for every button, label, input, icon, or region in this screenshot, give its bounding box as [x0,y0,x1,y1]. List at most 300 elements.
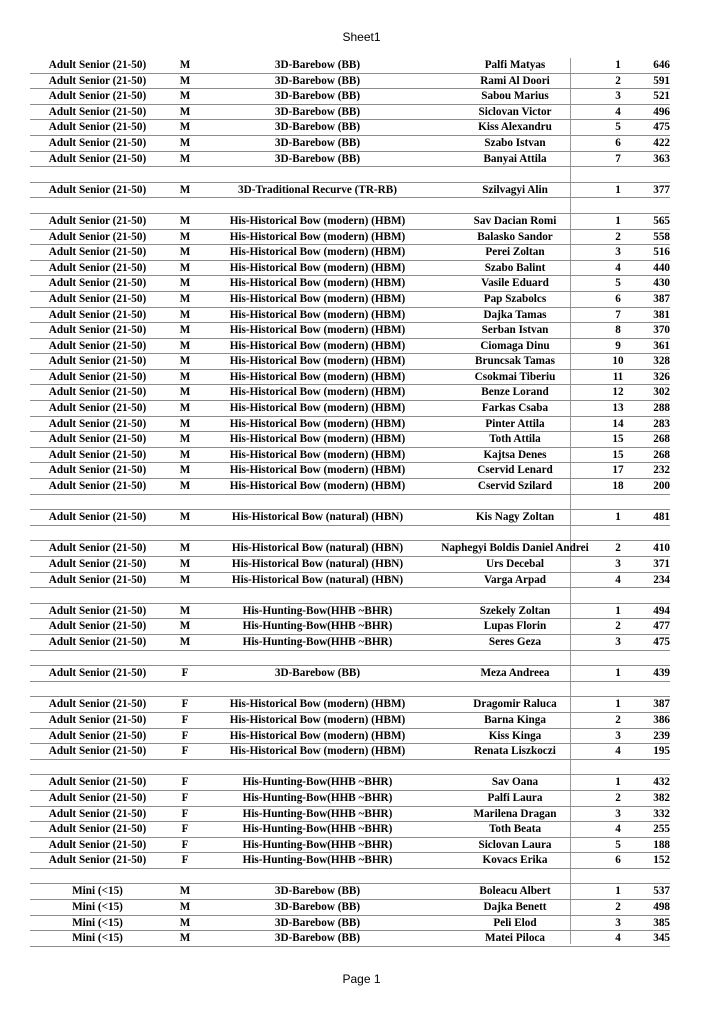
division-cell: His-Historical Bow (modern) (HBM) [229,402,406,415]
rank-cell: 3 [615,635,621,648]
archer-name-cell: Matei Piloca [485,932,545,945]
table-row [30,635,670,651]
score-cell: 370 [653,324,670,337]
score-cell: 440 [653,261,670,274]
division-cell: His-Historical Bow (modern) (HBM) [229,433,406,446]
division-cell: His-Historical Bow (modern) (HBM) [229,214,406,227]
sex-cell: M [179,261,191,274]
rank-cell: 10 [612,355,624,368]
category-cell: Adult Senior (21-50) [48,339,147,352]
sex-cell: M [179,277,191,290]
division-cell: His-Historical Bow (modern) (HBM) [229,261,406,274]
rank-cell: 5 [615,121,621,134]
score-cell: 498 [653,901,670,914]
archer-name-cell: Siclovan Laura [478,838,552,851]
archer-name-cell: Szabo Istvan [484,136,546,149]
score-cell: 385 [653,916,670,929]
sex-cell: M [179,90,191,103]
score-cell: 361 [653,339,670,352]
archer-name-cell: Renata Liszkoczi [474,745,556,758]
division-cell: 3D-Barebow (BB) [274,932,361,945]
sex-cell: M [179,355,191,368]
archer-name-cell: Ciomaga Dinu [480,339,550,352]
sex-cell: F [181,745,189,758]
rank-cell: 1 [615,885,621,898]
score-cell: 537 [653,885,670,898]
division-cell: His-Hunting-Bow(HHB ~BHR) [242,838,393,851]
table-row [30,791,670,807]
sex-cell: M [179,573,191,586]
division-cell: 3D-Barebow (BB) [274,90,361,103]
category-cell: Adult Senior (21-50) [48,121,147,134]
score-cell: 387 [653,292,670,305]
score-cell: 475 [653,635,670,648]
score-cell: 410 [653,542,670,555]
archer-name-cell: Kiss Alexandru [478,121,552,134]
division-cell: His-Historical Bow (modern) (HBM) [229,729,406,742]
table-row [30,370,670,386]
division-cell: His-Hunting-Bow(HHB ~BHR) [242,854,393,867]
category-cell: Adult Senior (21-50) [48,214,147,227]
category-cell: Adult Senior (21-50) [48,417,147,430]
sex-cell: M [179,885,191,898]
division-cell: His-Historical Bow (modern) (HBM) [229,370,406,383]
rank-cell: 4 [615,573,621,586]
table-row [30,214,670,230]
sex-cell: M [179,230,191,243]
archer-name-cell: Kiss Kinga [488,729,542,742]
archer-name-cell: Cservid Szilard [477,480,553,493]
score-cell: 591 [653,74,670,87]
sex-cell: M [179,59,191,71]
sex-cell: M [179,433,191,446]
sex-cell: M [179,448,191,461]
sex-cell: F [181,776,189,789]
category-cell: Adult Senior (21-50) [48,807,147,820]
sex-cell: M [179,402,191,415]
archer-name-cell: Barna Kinga [484,713,546,726]
rank-cell: 8 [615,324,621,337]
category-cell: Adult Senior (21-50) [48,667,147,680]
score-cell: 200 [653,480,670,493]
category-cell: Adult Senior (21-50) [48,292,147,305]
archer-name-cell: Siclovan Victor [478,105,552,118]
score-cell: 481 [653,511,670,524]
category-cell: Adult Senior (21-50) [48,620,147,633]
score-cell: 422 [653,136,670,149]
archer-name-cell: Farkas Csaba [481,402,549,415]
sex-cell: M [179,324,191,337]
rank-cell: 4 [615,932,621,945]
category-cell: Adult Senior (21-50) [48,370,147,383]
division-cell: His-Historical Bow (modern) (HBM) [229,230,406,243]
score-cell: 195 [653,745,670,758]
division-cell: His-Historical Bow (modern) (HBM) [229,713,406,726]
rank-cell: 17 [612,464,624,477]
division-cell: His-Historical Bow (modern) (HBM) [229,308,406,321]
rank-cell: 2 [615,230,621,243]
division-cell: His-Historical Bow (modern) (HBM) [229,480,406,493]
table-row [30,385,670,401]
score-cell: 188 [653,838,670,851]
division-cell: His-Historical Bow (modern) (HBM) [229,277,406,290]
table-row [30,807,670,823]
table-row [30,401,670,417]
division-cell: His-Hunting-Bow(HHB ~BHR) [242,776,393,789]
category-cell: Adult Senior (21-50) [48,402,147,415]
score-cell: 239 [653,729,670,742]
table-row [30,838,670,854]
archer-name-cell: Szabo Balint [484,261,546,274]
category-cell: Mini (<15) [72,916,123,929]
rank-cell: 5 [615,838,621,851]
rank-cell: 1 [615,776,621,789]
category-cell: Adult Senior (21-50) [48,261,147,274]
table-row [30,354,670,370]
rank-cell: 1 [615,214,621,227]
rank-cell: 2 [615,901,621,914]
sex-cell: M [179,246,191,259]
category-cell: Mini (<15) [72,885,123,898]
sheet-title: Sheet1 [342,30,381,44]
archer-name-cell: Csokmai Tiberiu [474,370,556,383]
sex-cell: F [181,791,189,804]
sex-cell: F [181,729,189,742]
category-cell: Adult Senior (21-50) [48,823,147,836]
division-cell: 3D-Barebow (BB) [274,152,361,165]
rank-cell: 1 [615,698,621,711]
archer-name-cell: Pinter Attila [485,417,545,430]
table-row [30,89,670,105]
table-row [30,510,670,526]
rank-cell: 1 [615,667,621,680]
archer-name-cell: Dragomir Raluca [473,698,557,711]
category-cell: Adult Senior (21-50) [48,230,147,243]
sex-cell: F [181,823,189,836]
division-cell: His-Historical Bow (modern) (HBM) [229,339,406,352]
rank-cell: 1 [615,604,621,617]
sex-cell: M [179,480,191,493]
division-cell: 3D-Barebow (BB) [274,885,361,898]
sex-cell: M [179,604,191,617]
rank-cell: 1 [615,183,621,196]
archer-name-cell: Pap Szabolcs [483,292,547,305]
table-row [30,276,670,292]
sex-cell: M [179,292,191,305]
rank-cell: 15 [612,448,624,461]
score-cell: 255 [653,823,670,836]
category-cell: Adult Senior (21-50) [48,386,147,399]
division-cell: 3D-Barebow (BB) [274,74,361,87]
group-separator [30,588,670,604]
table-row [30,900,670,916]
category-cell: Adult Senior (21-50) [48,59,147,71]
sex-cell: F [181,854,189,867]
archer-name-cell: Banyai Attila [483,152,547,165]
rank-cell: 3 [615,246,621,259]
score-cell: 387 [653,698,670,711]
sex-cell: M [179,214,191,227]
division-cell: His-Historical Bow (modern) (HBM) [229,745,406,758]
table-row [30,666,670,682]
category-cell: Adult Senior (21-50) [48,604,147,617]
table-row [30,853,670,869]
table-row [30,619,670,635]
score-cell: 288 [653,402,670,415]
rank-cell: 3 [615,729,621,742]
score-cell: 439 [653,667,670,680]
table-row [30,105,670,121]
rank-cell: 2 [615,74,621,87]
category-cell: Adult Senior (21-50) [48,433,147,446]
category-cell: Adult Senior (21-50) [48,183,147,196]
category-cell: Adult Senior (21-50) [48,105,147,118]
archer-name-cell: Perei Zoltan [485,246,545,259]
score-cell: 386 [653,713,670,726]
score-cell: 382 [653,791,670,804]
rank-cell: 4 [615,745,621,758]
rank-cell: 7 [615,152,621,165]
category-cell: Adult Senior (21-50) [48,355,147,368]
archer-name-cell: Boleacu Albert [479,885,551,898]
sex-cell: M [179,370,191,383]
rank-cell: 1 [615,59,621,71]
table-row [30,557,670,573]
sex-cell: M [179,635,191,648]
table-row [30,884,670,900]
rank-cell: 11 [612,370,624,383]
score-cell: 326 [653,370,670,383]
group-separator [30,198,670,214]
category-cell: Adult Senior (21-50) [48,448,147,461]
category-cell: Adult Senior (21-50) [48,838,147,851]
archer-name-cell: Toth Beata [488,823,542,836]
division-cell: His-Historical Bow (modern) (HBM) [229,246,406,259]
table-row [30,463,670,479]
score-cell: 565 [653,214,670,227]
division-cell: His-Historical Bow (modern) (HBM) [229,355,406,368]
table-row [30,183,670,199]
rank-cell: 7 [615,308,621,321]
table-row [30,775,670,791]
score-cell: 345 [653,932,670,945]
rank-cell: 15 [612,433,624,446]
table-row [30,339,670,355]
archer-name-cell: Palfi Laura [487,791,543,804]
sex-cell: M [179,916,191,929]
archer-name-cell: Kis Nagy Zoltan [475,511,555,524]
category-cell: Adult Senior (21-50) [48,635,147,648]
archer-name-cell: Varga Arpad [483,573,547,586]
score-cell: 268 [653,433,670,446]
sex-cell: F [181,807,189,820]
archer-name-cell: Toth Attila [489,433,541,446]
division-cell: His-Hunting-Bow(HHB ~BHR) [242,791,393,804]
table-row [30,230,670,246]
category-cell: Adult Senior (21-50) [48,136,147,149]
table-row [30,697,670,713]
archer-name-cell: Naphegyi Boldis Daniel Andrei [441,542,589,555]
archer-name-cell: Kovacs Erika [482,854,548,867]
division-cell: His-Historical Bow (modern) (HBM) [229,698,406,711]
score-cell: 477 [653,620,670,633]
sex-cell: M [179,339,191,352]
category-cell: Adult Senior (21-50) [48,464,147,477]
archer-name-cell: Dajka Benett [483,901,547,914]
score-cell: 302 [653,386,670,399]
archer-name-cell: Benze Lorand [481,386,549,399]
archer-name-cell: Kajtsa Denes [483,448,547,461]
division-cell: 3D-Barebow (BB) [274,901,361,914]
category-cell: Adult Senior (21-50) [48,791,147,804]
table-row [30,261,670,277]
group-separator [30,760,670,776]
rank-cell: 1 [615,511,621,524]
table-row [30,245,670,261]
rank-cell: 3 [615,90,621,103]
category-cell: Adult Senior (21-50) [48,152,147,165]
sex-cell: M [179,74,191,87]
table-row [30,744,670,760]
category-cell: Adult Senior (21-50) [48,324,147,337]
table-row [30,729,670,745]
sex-cell: M [179,386,191,399]
table-row [30,916,670,932]
sex-cell: F [181,838,189,851]
table-row [30,479,670,495]
rank-cell: 4 [615,261,621,274]
division-cell: His-Historical Bow (modern) (HBM) [229,448,406,461]
category-cell: Adult Senior (21-50) [48,246,147,259]
sex-cell: M [179,464,191,477]
table-row [30,541,670,557]
rank-cell: 14 [612,417,624,430]
division-cell: His-Hunting-Bow(HHB ~BHR) [242,620,393,633]
category-cell: Mini (<15) [72,901,123,914]
category-cell: Mini (<15) [72,932,123,945]
category-cell: Adult Senior (21-50) [48,745,147,758]
category-cell: Adult Senior (21-50) [48,729,147,742]
division-cell: His-Historical Bow (modern) (HBM) [229,386,406,399]
table-row [30,74,670,90]
group-separator [30,651,670,667]
division-cell: 3D-Barebow (BB) [274,59,361,71]
division-cell: His-Hunting-Bow(HHB ~BHR) [242,823,393,836]
table-row [30,931,670,947]
score-cell: 363 [653,152,670,165]
score-cell: 377 [653,183,670,196]
score-cell: 371 [653,558,670,570]
sex-cell: M [179,152,191,165]
sex-cell: M [179,511,191,524]
score-cell: 516 [653,246,670,259]
archer-name-cell: Serban Istvan [481,324,549,337]
score-cell: 432 [653,776,670,789]
archer-name-cell: Meza Andreea [480,667,550,680]
division-cell: 3D-Traditional Recurve (TR-RB) [238,183,397,196]
score-cell: 521 [653,90,670,103]
division-cell: His-Historical Bow (modern) (HBM) [229,292,406,305]
archer-name-cell: Palfi Matyas [484,59,546,71]
rank-cell: 2 [615,791,621,804]
archer-name-cell: Rami Al Doori [480,74,550,87]
rank-cell: 3 [615,558,621,570]
rank-cell: 12 [612,386,624,399]
results-table [30,58,670,947]
table-row [30,120,670,136]
archer-name-cell: Peli Elod [493,916,537,929]
archer-name-cell: Bruncsak Tamas [475,355,555,368]
table-row [30,308,670,324]
division-cell: His-Historical Bow (modern) (HBM) [229,417,406,430]
group-separator [30,682,670,698]
group-separator [30,526,670,542]
category-cell: Adult Senior (21-50) [48,74,147,87]
archer-name-cell: Sav Dacian Romi [473,214,557,227]
sex-cell: M [179,620,191,633]
category-cell: Adult Senior (21-50) [48,854,147,867]
division-cell: His-Hunting-Bow(HHB ~BHR) [242,807,393,820]
rank-cell: 9 [615,339,621,352]
sex-cell: M [179,183,191,196]
group-separator [30,495,670,511]
category-cell: Adult Senior (21-50) [48,776,147,789]
score-cell: 494 [653,604,670,617]
rank-cell: 5 [615,277,621,290]
sex-cell: M [179,308,191,321]
sex-cell: M [179,136,191,149]
score-cell: 558 [653,230,670,243]
category-cell: Adult Senior (21-50) [48,573,147,586]
archer-name-cell: Marilena Dragan [473,807,557,820]
category-cell: Adult Senior (21-50) [48,308,147,321]
score-cell: 332 [653,807,670,820]
division-cell: His-Historical Bow (natural) (HBN) [231,573,404,586]
archer-name-cell: Seres Geza [488,635,542,648]
rank-cell: 6 [615,292,621,305]
rank-cell: 4 [615,105,621,118]
archer-name-cell: Balasko Sandor [477,230,553,243]
rank-cell: 3 [615,807,621,820]
table-row [30,573,670,589]
sex-cell: F [181,713,189,726]
score-cell: 381 [653,308,670,321]
table-row [30,323,670,339]
division-cell: His-Historical Bow (natural) (HBN) [231,558,404,570]
archer-name-cell: Szekely Zoltan [479,604,551,617]
category-cell: Adult Senior (21-50) [48,277,147,290]
division-cell: His-Historical Bow (natural) (HBN) [231,511,404,524]
rank-cell: 6 [615,136,621,149]
category-cell: Adult Senior (21-50) [48,511,147,524]
division-cell: His-Hunting-Bow(HHB ~BHR) [242,604,393,617]
score-cell: 234 [653,573,670,586]
table-row [30,417,670,433]
rank-cell: 4 [615,823,621,836]
score-cell: 283 [653,417,670,430]
sex-cell: M [179,932,191,945]
rank-cell: 2 [615,713,621,726]
sex-cell: M [179,901,191,914]
division-cell: 3D-Barebow (BB) [274,916,361,929]
rank-cell: 13 [612,402,624,415]
score-cell: 430 [653,277,670,290]
sex-cell: M [179,121,191,134]
score-cell: 232 [653,464,670,477]
division-cell: His-Historical Bow (modern) (HBM) [229,324,406,337]
score-cell: 152 [653,854,670,867]
table-row [30,58,670,74]
